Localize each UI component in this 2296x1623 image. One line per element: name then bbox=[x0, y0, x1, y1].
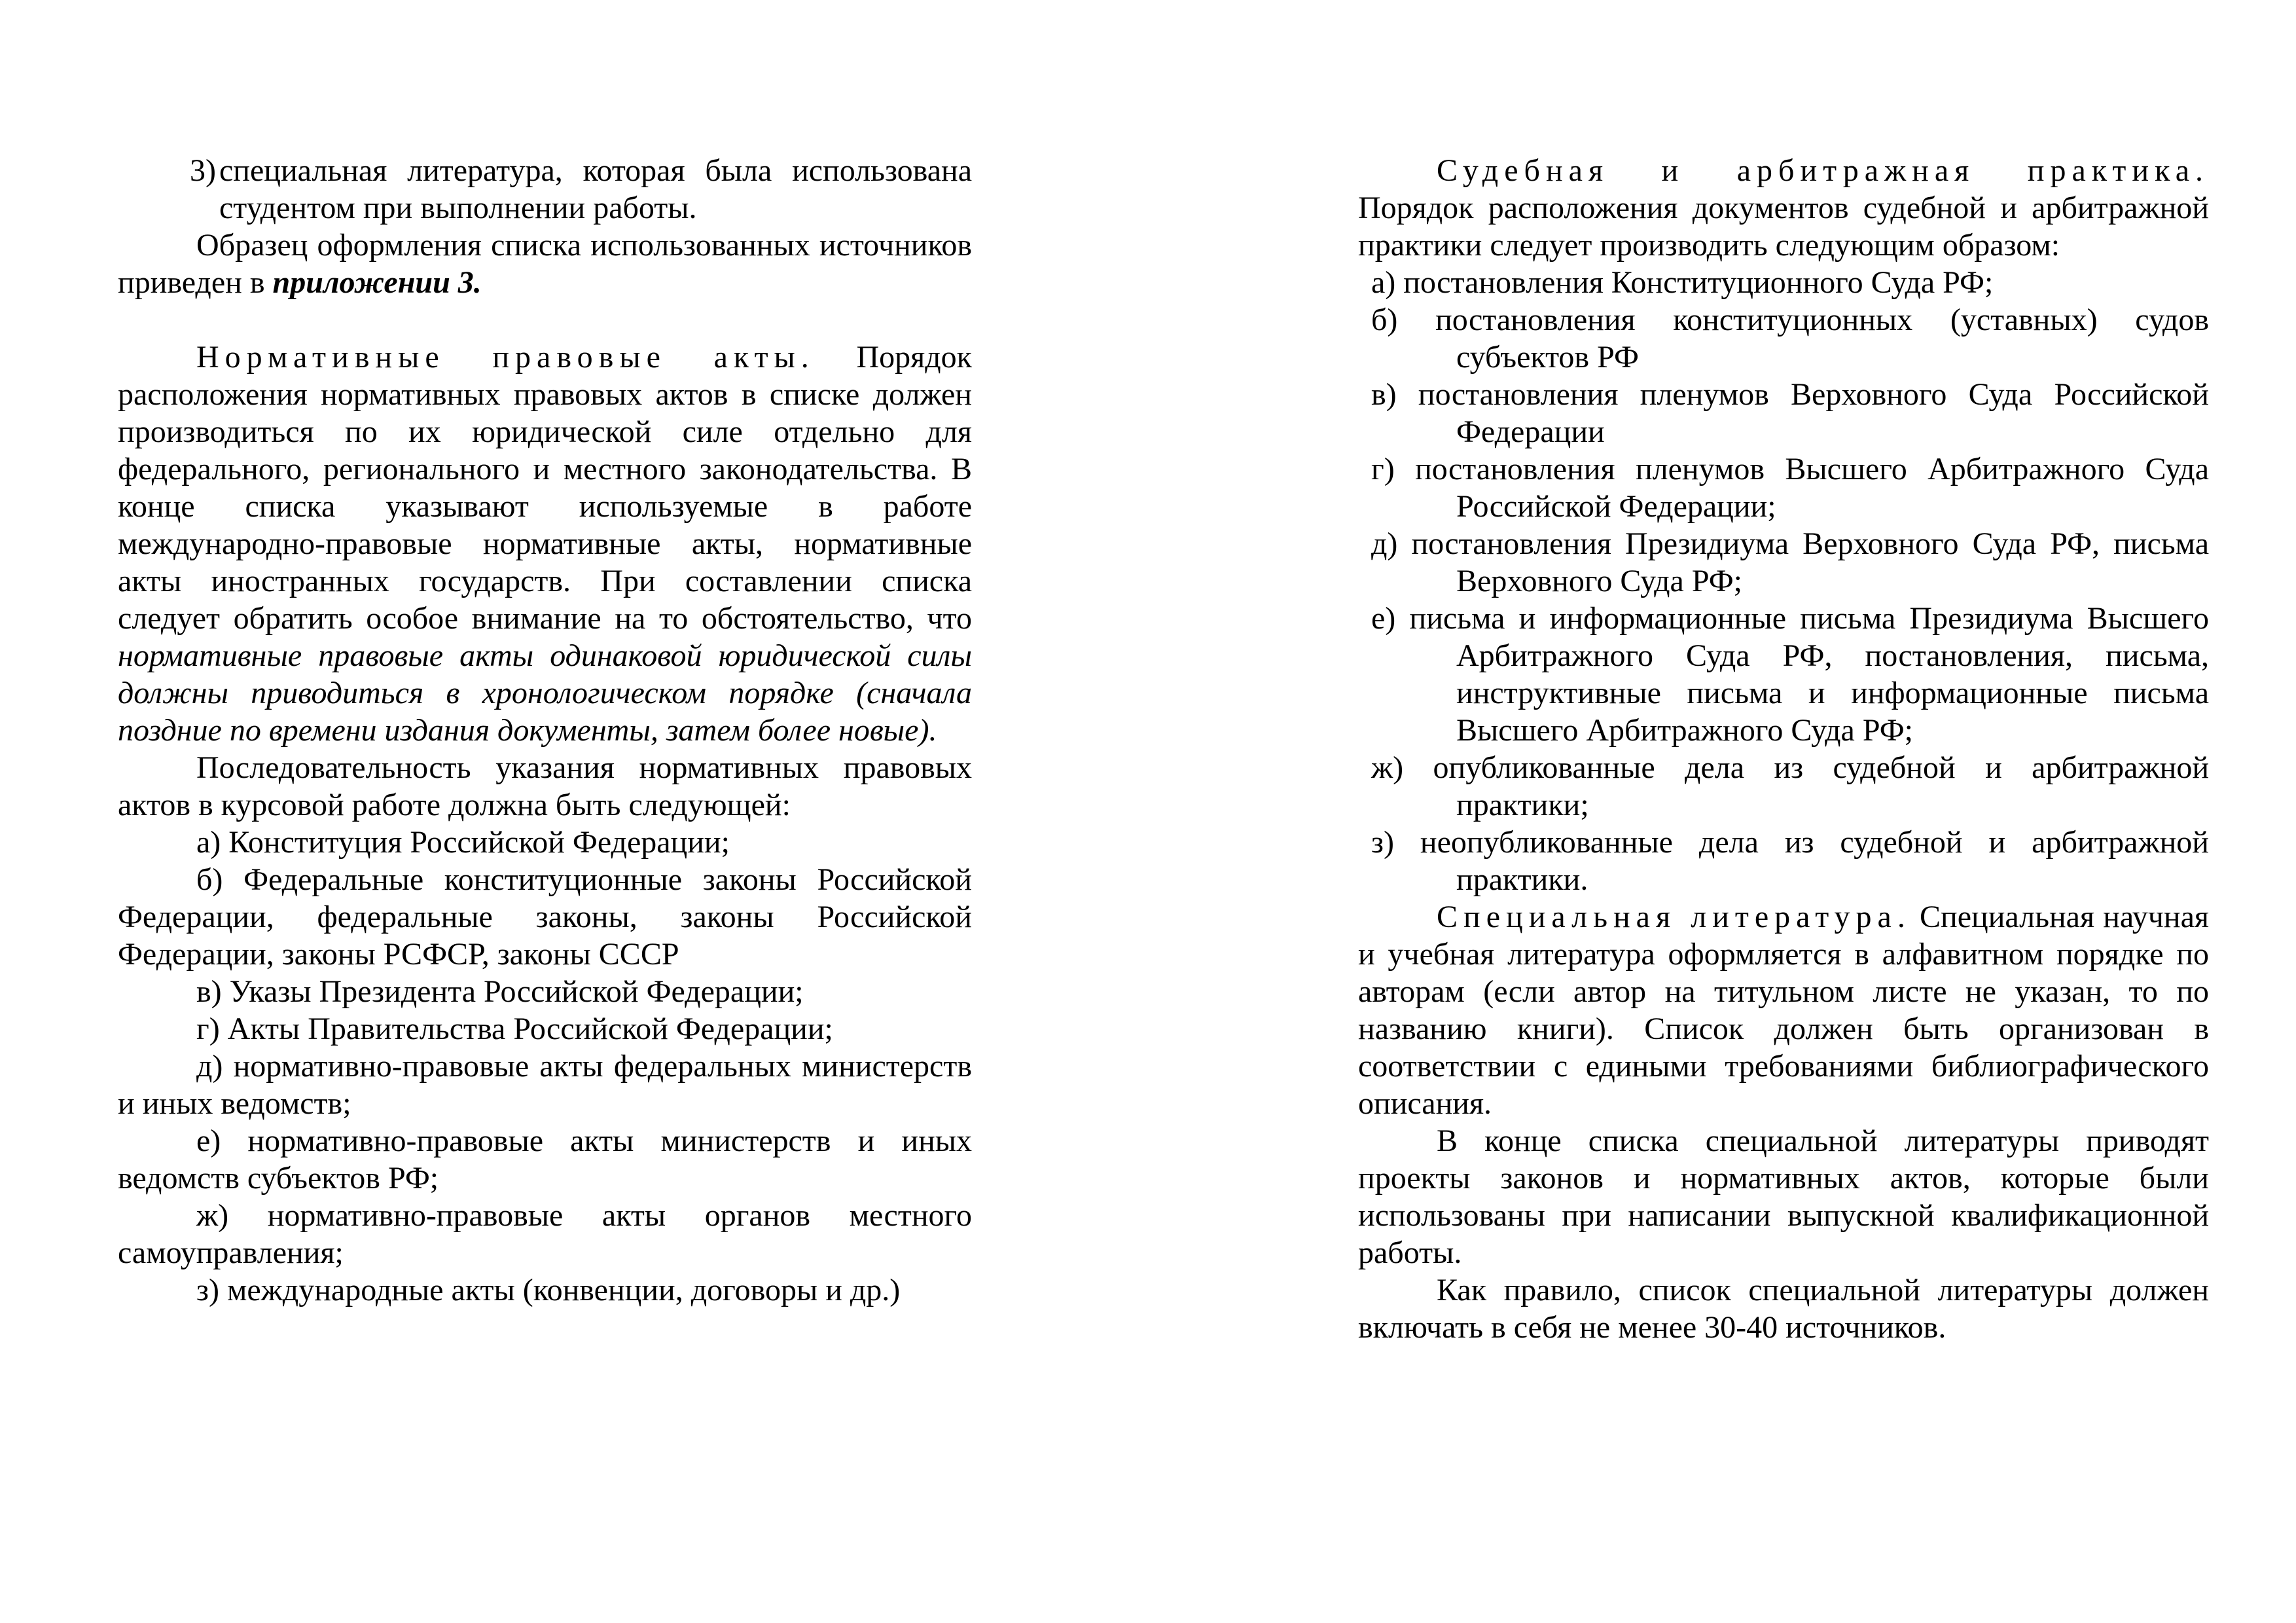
list-item: в) постановления пленумов Верховного Суда Российской Федерации bbox=[1371, 377, 2209, 449]
list-item: ж) опубликованные дела из судебной и арбитражной практики; bbox=[1371, 750, 2209, 822]
list-item: ж) нормативно-правовые акты органов местного самоуправления; bbox=[118, 1198, 972, 1270]
drafts-paragraph: В конце списка специальной литературы приводят проекты законов и нормативных актов, которые были использованы при написании выпускной квалификационной работы. bbox=[1358, 1123, 2209, 1270]
list-item: д) постановления Президиума Верховного Суда РФ, письма Верховного Суда РФ; bbox=[1371, 526, 2209, 598]
normative-acts-paragraph: Нормативные правовые акты. Порядок расположения нормативных правовых актов в списке должен производиться по их юридической силе отдельно для федерального, регионального и местного законодательства. В конце списка указывают используемые в работе международно-правовые нормативные акты, нормативные акты иностранных государств. При составлении списка следует обратить особое внимание на то обстоятельство, что нормативные правовые акты одинаковой юридической силы должны приводиться в хронологическом порядке (сначала поздние по времени издания документы, затем более новые). bbox=[118, 340, 973, 748]
list-item: в) Указы Президента Российской Федерации; bbox=[196, 974, 804, 1009]
sequence-intro: Последовательность указания нормативных правовых актов в курсовой работе должна быть следующей: bbox=[118, 750, 972, 822]
list-item: г) постановления пленумов Высшего Арбитражного Суда Российской Федерации; bbox=[1371, 452, 2209, 524]
emphasis-text: нормативные правовые акты одинаковой юридической силы должны приводиться в хронологическом порядке (сначала поздние по времени издания документы, затем более новые). bbox=[118, 638, 972, 748]
appendix-reference: приложении 3. bbox=[272, 265, 482, 300]
judicial-practice-paragraph: Судебная и арбитражная практика. Порядок расположения документов судебной и арбитражной практики следует производить следующим образом: bbox=[1358, 153, 2209, 263]
special-literature-paragraph: Специальная литература. Специальная научная и учебная литература оформляется в алфавитном порядке по авторам (если автор на титульном листе не указан, то по названию книги). Список должен быть организован в соответствии с едиными требованиями библиографического описания. bbox=[1358, 900, 2209, 1121]
section-heading-special: Специальная литература. bbox=[1437, 900, 1911, 934]
list-item: а) Конституция Российской Федерации; bbox=[196, 825, 730, 860]
list-item-text: специальная литература, которая была использована студентом при выполнении работы. bbox=[219, 153, 972, 225]
list-item: е) нормативно-правовые акты министерств и иных ведомств субъектов РФ; bbox=[118, 1123, 972, 1195]
right-column bbox=[1358, 152, 2209, 1346]
list-item: д) нормативно-правовые акты федеральных министерств и иных ведомств; bbox=[118, 1049, 972, 1121]
list-item: а) постановления Конституционного Суда РФ; bbox=[1371, 265, 1994, 300]
section-heading-normative: Нормативные правовые акты. bbox=[196, 340, 815, 374]
list-item: з) неопубликованные дела из судебной и арбитражной практики. bbox=[1371, 825, 2209, 897]
list-item: б) Федеральные конституционные законы Российской Федерации, федеральные законы, законы Российской Федерации, законы РСФСР, законы СССР bbox=[118, 862, 972, 972]
list-number: 3) bbox=[190, 153, 216, 188]
list-item: г) Акты Правительства Российской Федерации; bbox=[196, 1012, 833, 1046]
list-item: б) постановления конституционных (уставных) судов субъектов РФ bbox=[1371, 302, 2209, 374]
sample-note: Образец оформления списка использованных источников приведен в приложении 3. bbox=[118, 228, 972, 300]
list-item-3 bbox=[118, 152, 972, 227]
left-column bbox=[118, 152, 972, 1309]
section-heading-judicial: Судебная и арбитражная практика. bbox=[1437, 153, 2209, 188]
rule-paragraph: Как правило, список специальной литературы должен включать в себя не менее 30-40 источников. bbox=[1358, 1273, 2209, 1345]
list-item: е) письма и информационные письма Президиума Высшего Арбитражного Суда РФ, постановления, письма, инструктивные письма и информационные письма Высшего Арбитражного Суда РФ; bbox=[1371, 601, 2209, 748]
list-item: з) международные акты (конвенции, договоры и др.) bbox=[196, 1273, 901, 1307]
